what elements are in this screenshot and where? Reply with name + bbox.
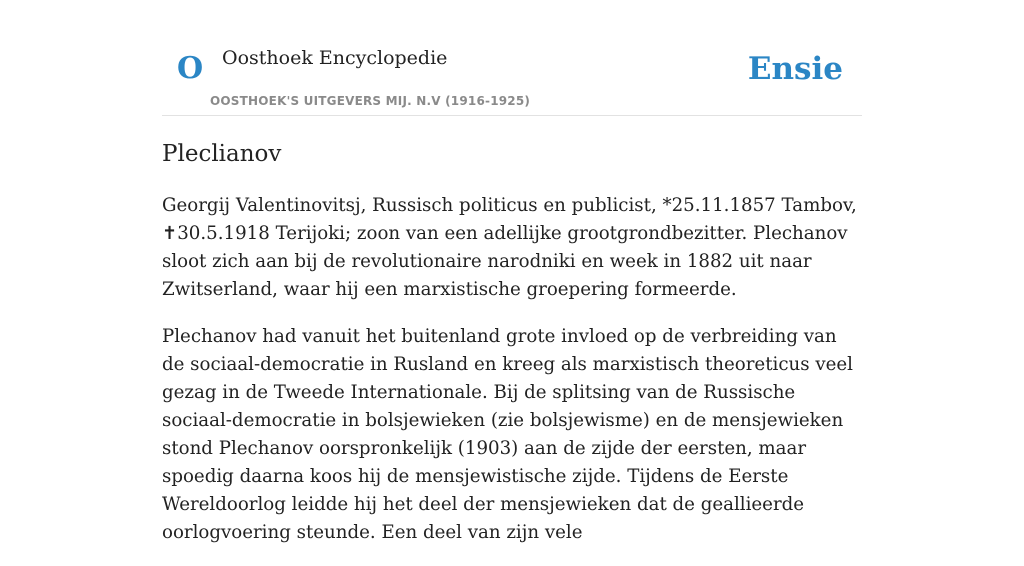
site-header — [162, 0, 862, 116]
article-paragraph: Georgij Valentinovitsj, Russisch politicus en publicist, *25.11.1857 Tambov, ✝30.5.1918 Terijoki; zoon van een adellijke grootgrondbezitter. Plechanov sloot zich aan bij de revolutionaire narodniki en week in 1882 uit naar Zwitserland, waar hij een marxistische groepering formeerde. — [162, 195, 857, 300]
page-container — [162, 0, 862, 543]
article-paragraph: Plechanov had vanuit het buitenland grote invloed op de verbreiding van de sociaal-democratie in Rusland en kreeg als marxistisch theoreticus veel gezag in de Tweede Internationale. Bij de splitsing van de Russische sociaal-democratie in bolsjewieken (zie bolsjewisme) en de mensjewieken stond Plechanov oorspronkelijk (1903) aan de zijde der eersten, maar spoedig daarna koos hij de mensjewistische zijde. Tijdens de Eerste Wereldoorlog leidde hij het deel der mensjewieken dat de geallieerde oorlogvoering steunde. Een deel van zijn vele — [162, 326, 853, 543]
logo-icon[interactable]: O — [177, 51, 204, 86]
site-title[interactable]: Oosthoek Encyclopedie — [222, 47, 448, 69]
article-body — [162, 192, 862, 566]
article-title: Pleclianov — [162, 141, 282, 167]
site-subtitle: OOSTHOEK'S UITGEVERS MIJ. N.V (1916-1925) — [210, 94, 531, 108]
brand-logo[interactable]: Ensie — [747, 51, 843, 87]
